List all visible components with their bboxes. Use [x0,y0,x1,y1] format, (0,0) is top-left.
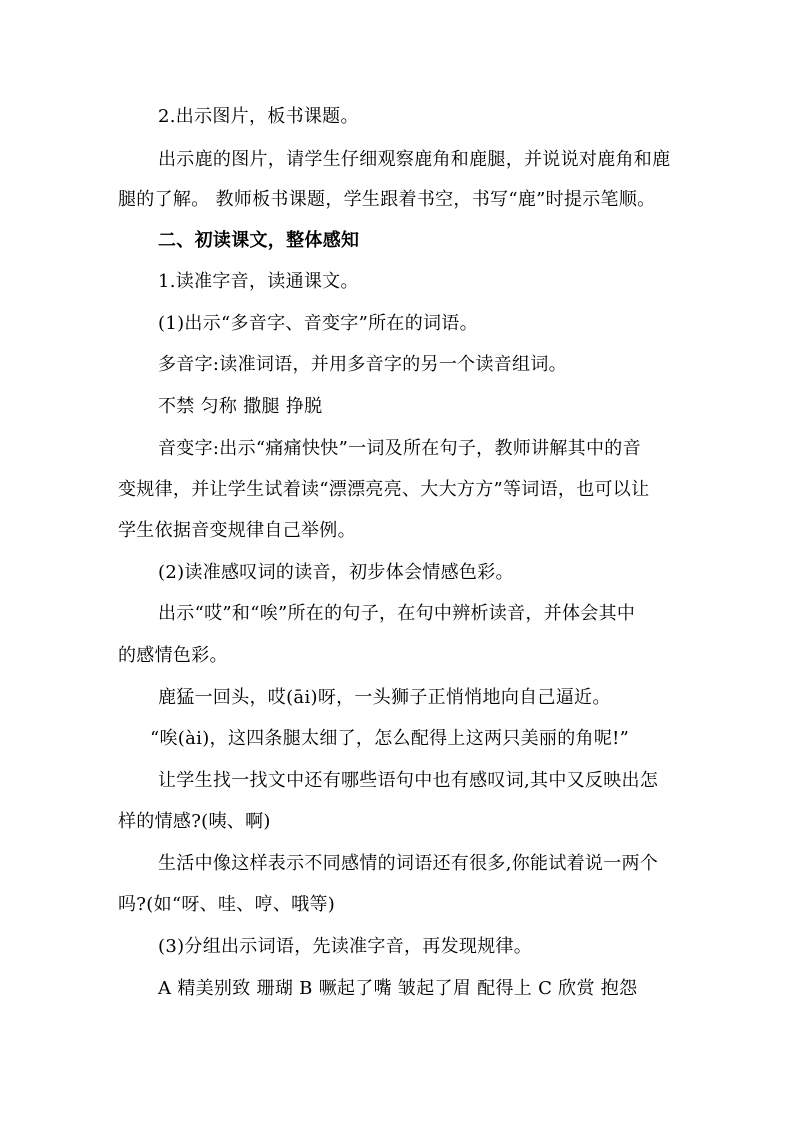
paragraph-line: 让学生找一找文中还有哪些语句中也有感叹词,其中又反映出怎 [158,770,659,791]
sub-step-2: (2)读准感叹词的读音，初步体会情感色彩。 [158,562,514,583]
word-groups: A 精美别致 珊瑚 B 噘起了嘴 皱起了眉 配得上 C 欣赏 抱怨 [158,978,638,999]
paragraph-line: 出示鹿的图片，请学生仔细观察鹿角和鹿腿，并说说对鹿角和鹿 [158,149,671,170]
paragraph-line: 吗?(如“呀、哇、哼、哦等) [118,894,336,915]
sub-step-1: (1)出示“多音字、音变字”所在的词语。 [158,313,478,334]
sub-step-3: (3)分组出示词语，先读准字音，再发现规律。 [158,936,533,957]
paragraph-line: 学生依据音变规律自己举例。 [118,520,356,541]
paragraph-line: 音变字:出示“痛痛快快”一词及所在句子，教师讲解其中的音 [158,438,641,459]
paragraph-line: 出示“哎”和“唉”所在的句子，在句中辨析读音，并体会其中 [158,603,636,624]
paragraph-line: 样的情感?(咦、啊) [118,811,271,832]
example-sentence: 鹿猛一回头，哎(āi)呀，一头狮子正悄悄地向自己逼近。 [158,687,611,708]
example-sentence: “唉(ài)，这四条腿太细了，怎么配得上这两只美丽的角呢!” [150,728,630,749]
section-heading: 二、初读课文，整体感知 [158,230,360,251]
paragraph-line: 变规律，并让学生试着读“漂漂亮亮、大大方方”等词语，也可以让 [118,479,650,500]
step-1-heading: 1.读准字音，读通课文。 [158,271,359,292]
paragraph-line: 的感情色彩。 [118,645,228,666]
step-2-heading: 2.出示图片，板书课题。 [158,106,359,127]
paragraph-line: 腿的了解。 教师板书课题，学生跟着书空，书写“鹿”时提示笔顺。 [118,189,656,210]
word-list: 不禁 匀称 撒腿 挣脱 [158,396,323,417]
paragraph-line: 多音字:读准词语，并用多音字的另一个读音组词。 [158,354,567,375]
paragraph-line: 生活中像这样表示不同感情的词语还有很多,你能试着说一两个 [158,853,659,874]
